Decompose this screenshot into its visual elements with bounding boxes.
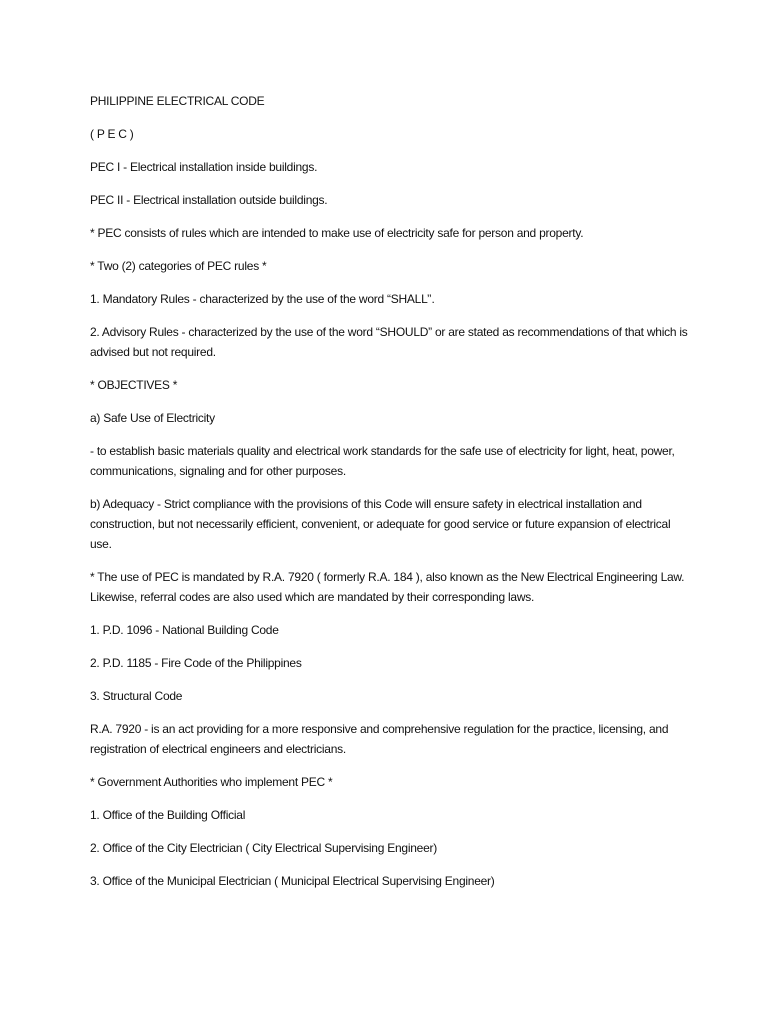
paragraph-mandate: * The use of PEC is mandated by R.A. 7920 ( formerly R.A. 184 ), also known as the New Electrical Engineering Law. Likewise, referral codes are also used which are mandated by their corresponding laws. — [90, 570, 685, 604]
objective-safe-use: a) Safe Use of Electricity — [90, 411, 215, 425]
document-subtitle: ( P E C ) — [90, 127, 134, 141]
paragraph-pec-1: PEC I - Electrical installation inside buildings. — [90, 160, 318, 174]
list-item-advisory-rules: 2. Advisory Rules - characterized by the use of the word “SHOULD” or are stated as recommendations of that which is advised but not required. — [90, 325, 688, 359]
objective-adequacy: b) Adequacy - Strict compliance with the provisions of this Code will ensure safety in electrical installation and construction, but not necessarily efficient, convenient, or adequate for good service or future expansion of electrical use. — [90, 497, 671, 551]
paragraph-pec-2: PEC II - Electrical installation outside buildings. — [90, 193, 328, 207]
section-heading-authorities: * Government Authorities who implement PEC * — [90, 775, 333, 789]
paragraph-ra-7920: R.A. 7920 - is an act providing for a more responsive and comprehensive regulation for the practice, licensing, and registration of electrical engineers and electricians. — [90, 722, 669, 756]
objective-safe-use-description: - to establish basic materials quality and electrical work standards for the safe use of electricity for light, heat, power, communications, signaling and for other purposes. — [90, 444, 675, 478]
list-item-mandatory-rules: 1. Mandatory Rules - characterized by the use of the word “SHALL’’. — [90, 292, 435, 306]
document-title: PHILIPPINE ELECTRICAL CODE — [90, 94, 265, 108]
list-item-building-code: 1. P.D. 1096 - National Building Code — [90, 623, 279, 637]
list-item-city-electrician: 2. Office of the City Electrician ( City Electrical Supervising Engineer) — [90, 841, 438, 855]
list-item-building-official: 1. Office of the Building Official — [90, 808, 246, 822]
document-body — [90, 91, 690, 904]
paragraph-pec-rules: * PEC consists of rules which are intended to make use of electricity safe for person and property. — [90, 226, 584, 240]
list-item-municipal-electrician: 3. Office of the Municipal Electrician ( Municipal Electrical Supervising Engineer) — [90, 874, 495, 888]
list-item-structural-code: 3. Structural Code — [90, 689, 183, 703]
section-heading-objectives: * OBJECTIVES * — [90, 378, 178, 392]
section-heading-categories: * Two (2) categories of PEC rules * — [90, 259, 267, 273]
list-item-fire-code: 2. P.D. 1185 - Fire Code of the Philippines — [90, 656, 302, 670]
